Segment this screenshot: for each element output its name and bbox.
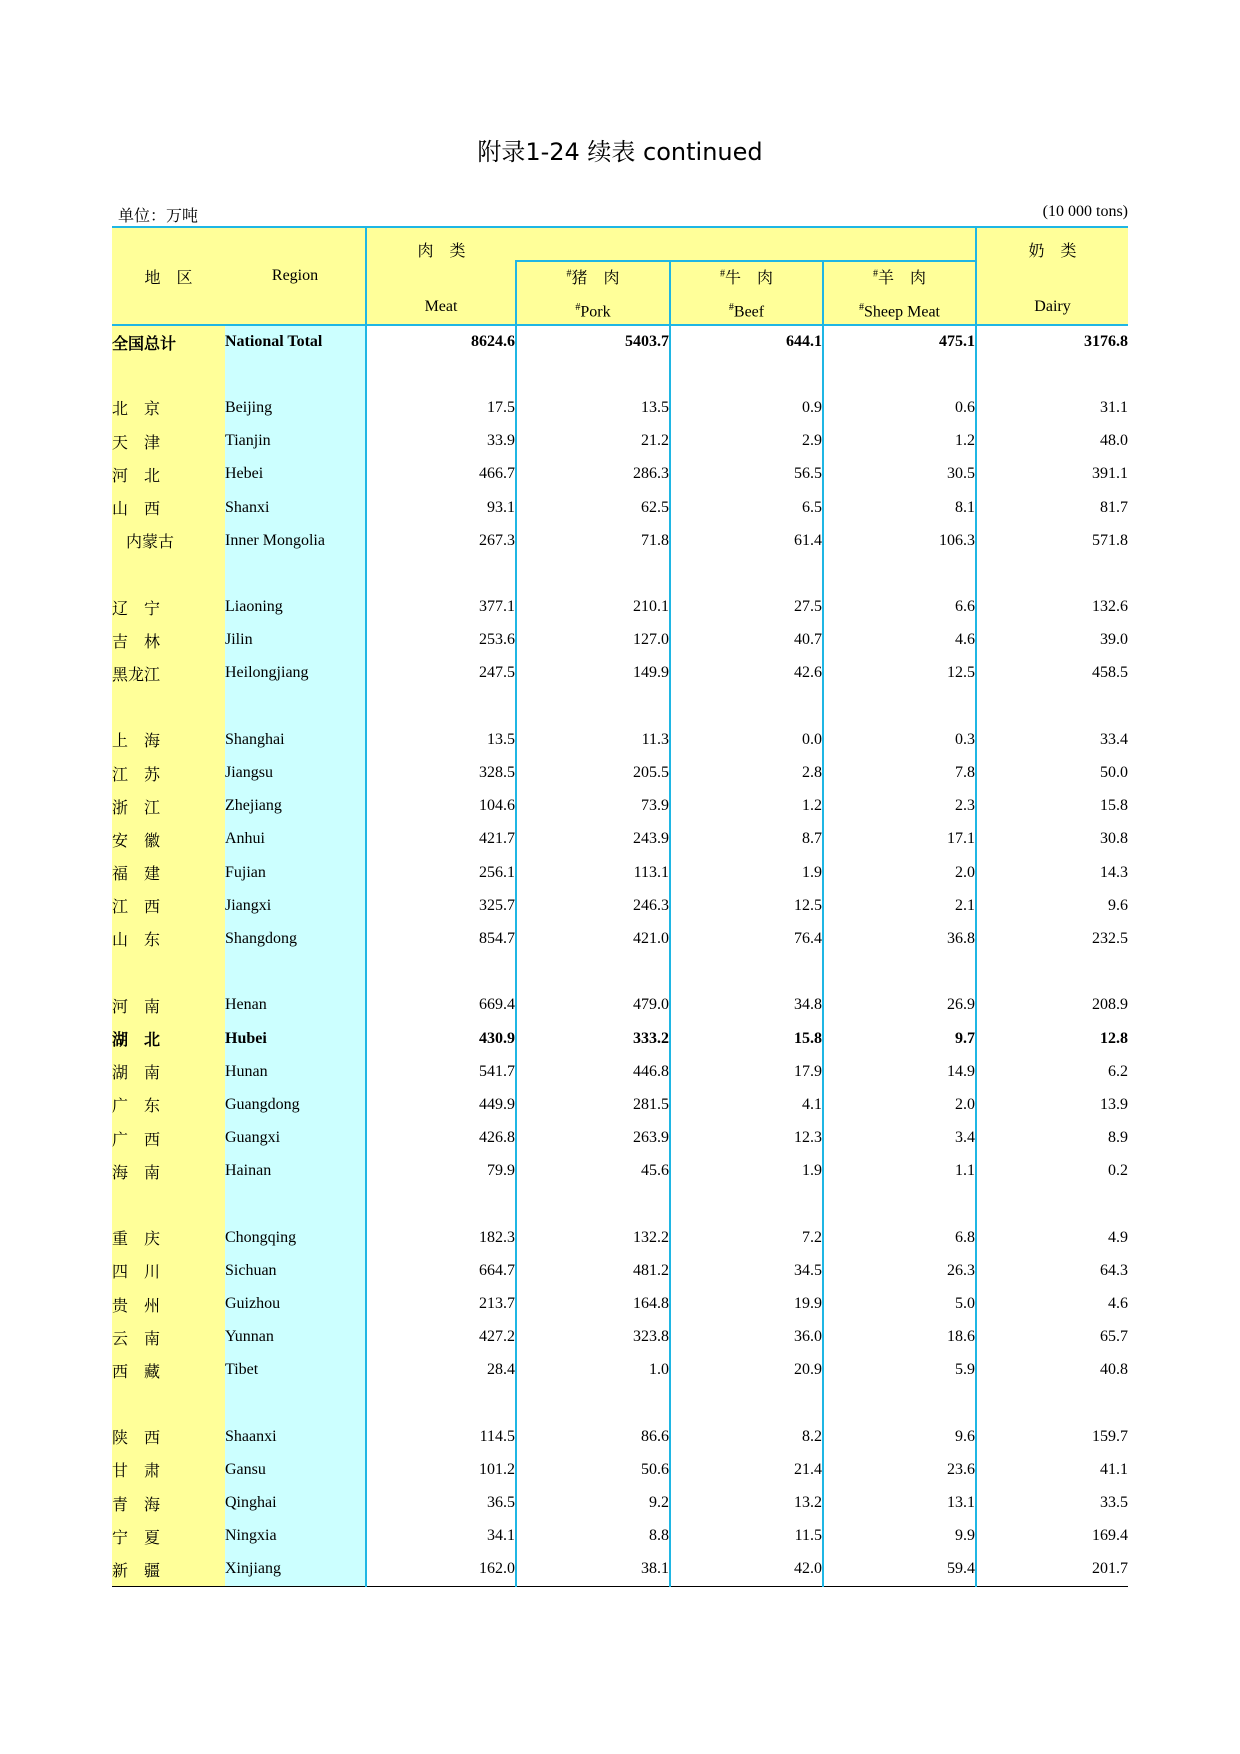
beef-value-cell: 15.8: [670, 1022, 823, 1055]
meat-value-cell: 33.9: [366, 425, 516, 458]
statistics-table: [112, 226, 1128, 1587]
dairy-value-cell: 50.0: [976, 756, 1128, 789]
page-title: 附录1-24 续表 continued: [477, 138, 763, 166]
region-en-cell: Shanghai: [225, 723, 366, 756]
dairy-value-cell: 9.6: [976, 889, 1128, 922]
sheep-value-cell: 12.5: [823, 657, 976, 690]
meat-value-cell: 213.7: [366, 1287, 516, 1320]
region-cn-cell: 福 建: [112, 856, 225, 889]
region-en-cell: Guizhou: [225, 1287, 366, 1320]
pork-value-cell: 5403.7: [516, 325, 670, 358]
dairy-value-cell: 64.3: [976, 1254, 1128, 1287]
table-row: [112, 624, 1128, 657]
pork-value-cell: 281.5: [516, 1088, 670, 1121]
region-cn-cell: 山 东: [112, 922, 225, 955]
region-cn-cell: 湖 南: [112, 1055, 225, 1088]
sheep-value-cell: 30.5: [823, 458, 976, 491]
region-en-cell: Jiangsu: [225, 756, 366, 789]
table-body: [112, 325, 1128, 1586]
sheep-value-cell: 26.9: [823, 989, 976, 1022]
table-row: [112, 491, 1128, 524]
dairy-value-cell: 81.7: [976, 491, 1128, 524]
region-cn-cell: 海 南: [112, 1155, 225, 1188]
pork-value-cell: 50.6: [516, 1453, 670, 1486]
sheep-value-cell: 2.0: [823, 1088, 976, 1121]
region-en-cell: Guangxi: [225, 1122, 366, 1155]
beef-value-cell: 4.1: [670, 1088, 823, 1121]
region-cn-cell: 青 海: [112, 1487, 225, 1520]
table-row: [112, 1354, 1128, 1387]
beef-value-cell: 40.7: [670, 624, 823, 657]
meat-value-cell: 267.3: [366, 524, 516, 557]
dairy-value-cell: 0.2: [976, 1155, 1128, 1188]
beef-value-cell: 6.5: [670, 491, 823, 524]
sheep-value-cell: 0.3: [823, 723, 976, 756]
national-total-row: [112, 325, 1128, 358]
region-cn-cell: 江 西: [112, 889, 225, 922]
dairy-value-cell: 12.8: [976, 1022, 1128, 1055]
region-cn-cell: 黑龙江: [112, 657, 225, 690]
spacer-row: [112, 1387, 1128, 1420]
beef-value-cell: 42.6: [670, 657, 823, 690]
sheep-value-cell: 6.6: [823, 591, 976, 624]
dairy-value-cell: 30.8: [976, 823, 1128, 856]
dairy-value-cell: 169.4: [976, 1520, 1128, 1553]
beef-value-cell: 1.2: [670, 790, 823, 823]
meat-value-cell: 34.1: [366, 1520, 516, 1553]
pork-value-cell: 149.9: [516, 657, 670, 690]
sheep-value-cell: 8.1: [823, 491, 976, 524]
beef-value-cell: 21.4: [670, 1453, 823, 1486]
pork-value-cell: 113.1: [516, 856, 670, 889]
region-en-cell: Inner Mongolia: [225, 524, 366, 557]
region-en-cell: Gansu: [225, 1453, 366, 1486]
region-en-cell: Jiangxi: [225, 889, 366, 922]
region-en-cell: Shaanxi: [225, 1420, 366, 1453]
sheep-value-cell: 1.2: [823, 425, 976, 458]
region-en-cell: Qinghai: [225, 1487, 366, 1520]
meat-value-cell: 8624.6: [366, 325, 516, 358]
pork-value-cell: 481.2: [516, 1254, 670, 1287]
table-row: [112, 425, 1128, 458]
meat-value-cell: 17.5: [366, 391, 516, 424]
sheep-value-cell: 106.3: [823, 524, 976, 557]
sheep-value-cell: 13.1: [823, 1487, 976, 1520]
region-cn-cell: 全国总计: [112, 325, 225, 358]
region-cn-cell: 江 苏: [112, 756, 225, 789]
dairy-value-cell: 571.8: [976, 524, 1128, 557]
sheep-value-cell: 5.9: [823, 1354, 976, 1387]
dairy-value-cell: 3176.8: [976, 325, 1128, 358]
sheep-value-cell: 9.9: [823, 1520, 976, 1553]
dairy-value-cell: 132.6: [976, 591, 1128, 624]
pork-value-cell: 45.6: [516, 1155, 670, 1188]
region-en-cell: Hebei: [225, 458, 366, 491]
pork-header: #猪 肉 #Pork: [516, 261, 670, 325]
sheep-value-cell: 6.8: [823, 1221, 976, 1254]
region-cn-cell: 广 东: [112, 1088, 225, 1121]
pork-value-cell: 164.8: [516, 1287, 670, 1320]
dairy-value-cell: 41.1: [976, 1453, 1128, 1486]
beef-value-cell: 34.8: [670, 989, 823, 1022]
pork-value-cell: 205.5: [516, 756, 670, 789]
pork-value-cell: 11.3: [516, 723, 670, 756]
sheep-value-cell: 17.1: [823, 823, 976, 856]
region-en-cell: Shanxi: [225, 491, 366, 524]
dairy-value-cell: 33.4: [976, 723, 1128, 756]
dairy-value-cell: 201.7: [976, 1553, 1128, 1586]
meat-value-cell: 430.9: [366, 1022, 516, 1055]
dairy-value-cell: 39.0: [976, 624, 1128, 657]
region-cn-cell: 天 津: [112, 425, 225, 458]
beef-value-cell: 27.5: [670, 591, 823, 624]
meat-value-cell: 247.5: [366, 657, 516, 690]
meat-value-cell: 104.6: [366, 790, 516, 823]
beef-value-cell: 0.9: [670, 391, 823, 424]
meat-value-cell: 182.3: [366, 1221, 516, 1254]
region-cn-cell: 河 北: [112, 458, 225, 491]
sheep-value-cell: 1.1: [823, 1155, 976, 1188]
region-en-cell: Liaoning: [225, 591, 366, 624]
pork-value-cell: 71.8: [516, 524, 670, 557]
dairy-value-cell: 15.8: [976, 790, 1128, 823]
region-cn-cell: 甘 肃: [112, 1453, 225, 1486]
table-row: [112, 524, 1128, 557]
table-row: [112, 1055, 1128, 1088]
dairy-value-cell: 33.5: [976, 1487, 1128, 1520]
region-en-cell: Hunan: [225, 1055, 366, 1088]
meat-value-cell: 377.1: [366, 591, 516, 624]
meat-value-cell: 256.1: [366, 856, 516, 889]
table-row: [112, 1453, 1128, 1486]
meat-value-cell: 669.4: [366, 989, 516, 1022]
region-en-header: Region: [225, 227, 366, 325]
table-header: [112, 227, 1128, 325]
spacer-row: [112, 358, 1128, 391]
region-en-cell: Beijing: [225, 391, 366, 424]
pork-value-cell: 286.3: [516, 458, 670, 491]
region-cn-header: 地 区: [112, 227, 225, 325]
meat-value-cell: 466.7: [366, 458, 516, 491]
sheep-value-cell: 36.8: [823, 922, 976, 955]
meat-value-cell: 114.5: [366, 1420, 516, 1453]
region-en-cell: Chongqing: [225, 1221, 366, 1254]
beef-value-cell: 19.9: [670, 1287, 823, 1320]
sheep-value-cell: 475.1: [823, 325, 976, 358]
meat-value-cell: 101.2: [366, 1453, 516, 1486]
beef-value-cell: 12.3: [670, 1122, 823, 1155]
unit-label-cn: 单位：万吨: [118, 208, 199, 225]
meat-cn-header: 肉 类: [366, 227, 516, 261]
region-en-cell: Heilongjiang: [225, 657, 366, 690]
region-en-cell: Yunnan: [225, 1321, 366, 1354]
dairy-value-cell: 458.5: [976, 657, 1128, 690]
region-en-cell: Guangdong: [225, 1088, 366, 1121]
sheep-value-cell: 18.6: [823, 1321, 976, 1354]
table-row: [112, 1287, 1128, 1320]
meat-value-cell: 93.1: [366, 491, 516, 524]
region-en-cell: Shangdong: [225, 922, 366, 955]
beef-value-cell: 34.5: [670, 1254, 823, 1287]
table-row: [112, 856, 1128, 889]
region-cn-cell: 广 西: [112, 1122, 225, 1155]
region-cn-cell: 辽 宁: [112, 591, 225, 624]
beef-value-cell: 7.2: [670, 1221, 823, 1254]
sheep-value-cell: 2.1: [823, 889, 976, 922]
sheep-header: #羊 肉 #Sheep Meat: [823, 261, 976, 325]
pork-value-cell: 8.8: [516, 1520, 670, 1553]
region-en-cell: Henan: [225, 989, 366, 1022]
region-en-cell: National Total: [225, 325, 366, 358]
dairy-value-cell: 232.5: [976, 922, 1128, 955]
beef-value-cell: 20.9: [670, 1354, 823, 1387]
beef-value-cell: 2.9: [670, 425, 823, 458]
meat-value-cell: 664.7: [366, 1254, 516, 1287]
pork-value-cell: 246.3: [516, 889, 670, 922]
table-row: [112, 1155, 1128, 1188]
pork-value-cell: 86.6: [516, 1420, 670, 1453]
table-row: [112, 723, 1128, 756]
meat-value-cell: 426.8: [366, 1122, 516, 1155]
sheep-value-cell: 14.9: [823, 1055, 976, 1088]
beef-header: #牛 肉 #Beef: [670, 261, 823, 325]
region-cn-cell: 湖 北: [112, 1022, 225, 1055]
sheep-value-cell: 5.0: [823, 1287, 976, 1320]
beef-value-cell: 56.5: [670, 458, 823, 491]
beef-value-cell: 1.9: [670, 856, 823, 889]
table-row: [112, 591, 1128, 624]
pork-value-cell: 127.0: [516, 624, 670, 657]
spacer-row: [112, 1188, 1128, 1221]
beef-value-cell: 8.7: [670, 823, 823, 856]
table-row: [112, 1254, 1128, 1287]
table-row: [112, 790, 1128, 823]
region-en-cell: Tibet: [225, 1354, 366, 1387]
table-row: [112, 823, 1128, 856]
pork-value-cell: 333.2: [516, 1022, 670, 1055]
region-cn-cell: 浙 江: [112, 790, 225, 823]
beef-value-cell: 11.5: [670, 1520, 823, 1553]
meat-value-cell: 253.6: [366, 624, 516, 657]
beef-value-cell: 13.2: [670, 1487, 823, 1520]
region-cn-cell: 陕 西: [112, 1420, 225, 1453]
beef-value-cell: 12.5: [670, 889, 823, 922]
table-row: [112, 1520, 1128, 1553]
region-en-cell: Zhejiang: [225, 790, 366, 823]
meat-value-cell: 28.4: [366, 1354, 516, 1387]
beef-value-cell: 644.1: [670, 325, 823, 358]
table-row: [112, 1022, 1128, 1055]
table-row: [112, 1420, 1128, 1453]
meat-group-header: [516, 227, 976, 261]
pork-value-cell: 13.5: [516, 391, 670, 424]
pork-value-cell: 9.2: [516, 1487, 670, 1520]
pork-value-cell: 73.9: [516, 790, 670, 823]
sheep-value-cell: 3.4: [823, 1122, 976, 1155]
pork-value-cell: 479.0: [516, 989, 670, 1022]
sheep-value-cell: 9.6: [823, 1420, 976, 1453]
dairy-value-cell: 159.7: [976, 1420, 1128, 1453]
region-en-cell: Jilin: [225, 624, 366, 657]
meat-value-cell: 162.0: [366, 1553, 516, 1586]
dairy-value-cell: 6.2: [976, 1055, 1128, 1088]
beef-value-cell: 76.4: [670, 922, 823, 955]
region-cn-cell: 西 藏: [112, 1354, 225, 1387]
region-en-cell: Xinjiang: [225, 1553, 366, 1586]
meat-value-cell: 13.5: [366, 723, 516, 756]
pork-value-cell: 421.0: [516, 922, 670, 955]
dairy-value-cell: 13.9: [976, 1088, 1128, 1121]
sheep-value-cell: 23.6: [823, 1453, 976, 1486]
dairy-value-cell: 4.9: [976, 1221, 1128, 1254]
region-en-cell: Tianjin: [225, 425, 366, 458]
sheep-value-cell: 59.4: [823, 1553, 976, 1586]
beef-value-cell: 1.9: [670, 1155, 823, 1188]
meat-value-cell: 79.9: [366, 1155, 516, 1188]
region-cn-cell: 山 西: [112, 491, 225, 524]
region-en-cell: Hubei: [225, 1022, 366, 1055]
meat-value-cell: 449.9: [366, 1088, 516, 1121]
dairy-value-cell: 4.6: [976, 1287, 1128, 1320]
meat-value-cell: 541.7: [366, 1055, 516, 1088]
beef-value-cell: 42.0: [670, 1553, 823, 1586]
region-en-cell: Hainan: [225, 1155, 366, 1188]
sheep-value-cell: 26.3: [823, 1254, 976, 1287]
sheep-value-cell: 0.6: [823, 391, 976, 424]
dairy-value-cell: 14.3: [976, 856, 1128, 889]
sheep-value-cell: 4.6: [823, 624, 976, 657]
sheep-value-cell: 9.7: [823, 1022, 976, 1055]
table-row: [112, 1321, 1128, 1354]
region-cn-cell: 上 海: [112, 723, 225, 756]
table-row: [112, 657, 1128, 690]
region-en-cell: Anhui: [225, 823, 366, 856]
table-row: [112, 756, 1128, 789]
pork-value-cell: 210.1: [516, 591, 670, 624]
spacer-row: [112, 956, 1128, 989]
pork-value-cell: 243.9: [516, 823, 670, 856]
table-row: [112, 1487, 1128, 1520]
beef-value-cell: 2.8: [670, 756, 823, 789]
sheep-value-cell: 2.0: [823, 856, 976, 889]
sheep-value-cell: 2.3: [823, 790, 976, 823]
beef-value-cell: 17.9: [670, 1055, 823, 1088]
region-cn-cell: 贵 州: [112, 1287, 225, 1320]
unit-label-en: (10 000 tons): [1042, 203, 1128, 220]
table-row: [112, 458, 1128, 491]
region-cn-cell: 重 庆: [112, 1221, 225, 1254]
region-en-cell: Ningxia: [225, 1520, 366, 1553]
pork-value-cell: 21.2: [516, 425, 670, 458]
table-row: [112, 889, 1128, 922]
meat-value-cell: 854.7: [366, 922, 516, 955]
region-cn-cell: 河 南: [112, 989, 225, 1022]
meat-value-cell: 325.7: [366, 889, 516, 922]
beef-value-cell: 0.0: [670, 723, 823, 756]
meat-value-cell: 36.5: [366, 1487, 516, 1520]
region-cn-cell: 内蒙古: [112, 524, 225, 557]
dairy-value-cell: 31.1: [976, 391, 1128, 424]
dairy-cn-header: 奶 类: [976, 227, 1128, 261]
meat-en-header: Meat: [366, 261, 516, 325]
beef-value-cell: 36.0: [670, 1321, 823, 1354]
dairy-value-cell: 8.9: [976, 1122, 1128, 1155]
region-en-cell: Sichuan: [225, 1254, 366, 1287]
spacer-row: [112, 690, 1128, 723]
meat-value-cell: 328.5: [366, 756, 516, 789]
dairy-value-cell: 48.0: [976, 425, 1128, 458]
region-cn-cell: 云 南: [112, 1321, 225, 1354]
dairy-value-cell: 208.9: [976, 989, 1128, 1022]
region-cn-cell: 安 徽: [112, 823, 225, 856]
sheep-value-cell: 7.8: [823, 756, 976, 789]
table-row: [112, 1122, 1128, 1155]
dairy-en-header: Dairy: [976, 261, 1128, 325]
pork-value-cell: 263.9: [516, 1122, 670, 1155]
beef-value-cell: 8.2: [670, 1420, 823, 1453]
table-row: [112, 1553, 1128, 1586]
table-row: [112, 1088, 1128, 1121]
meat-value-cell: 427.2: [366, 1321, 516, 1354]
pork-value-cell: 323.8: [516, 1321, 670, 1354]
spacer-row: [112, 557, 1128, 590]
beef-value-cell: 61.4: [670, 524, 823, 557]
region-cn-cell: 新 疆: [112, 1553, 225, 1586]
region-cn-cell: 四 川: [112, 1254, 225, 1287]
region-cn-cell: 北 京: [112, 391, 225, 424]
pork-value-cell: 446.8: [516, 1055, 670, 1088]
dairy-value-cell: 391.1: [976, 458, 1128, 491]
pork-value-cell: 1.0: [516, 1354, 670, 1387]
pork-value-cell: 62.5: [516, 491, 670, 524]
table-row: [112, 922, 1128, 955]
pork-value-cell: 38.1: [516, 1553, 670, 1586]
pork-value-cell: 132.2: [516, 1221, 670, 1254]
region-cn-cell: 宁 夏: [112, 1520, 225, 1553]
region-cn-cell: 吉 林: [112, 624, 225, 657]
table-row: [112, 989, 1128, 1022]
table-row: [112, 391, 1128, 424]
dairy-value-cell: 65.7: [976, 1321, 1128, 1354]
meat-value-cell: 421.7: [366, 823, 516, 856]
region-en-cell: Fujian: [225, 856, 366, 889]
table-row: [112, 1221, 1128, 1254]
dairy-value-cell: 40.8: [976, 1354, 1128, 1387]
